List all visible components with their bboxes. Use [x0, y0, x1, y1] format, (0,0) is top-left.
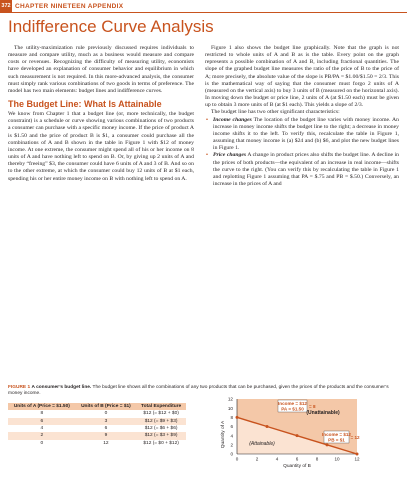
paragraph-characteristics: The budget line has two other significant characteristics: — [211, 109, 340, 116]
table-row — [8, 410, 186, 417]
budget-line-chart — [200, 397, 400, 477]
table-header: Total Expenditure — [141, 404, 182, 409]
table-row — [8, 432, 186, 439]
y-tick-label: 8 — [230, 414, 233, 420]
x-tick-label: 10 — [334, 456, 340, 462]
y-tick-label: 6 — [230, 424, 233, 430]
table-cell: 12 — [103, 440, 109, 446]
price-b-label: PB = $1 — [328, 437, 345, 443]
table-cell: $12 (= $6 + $6) — [144, 426, 178, 431]
list-item-text: The location of the budget line varies with money income. An increase in money income shifts the budget line to the right; a decrease in money income shifts it to the left. To verify this, recalculate the table in Figure 1, assuming that money income is (a) $24 and (b) $6, and plot the new budget lines in Figure 1. — [213, 116, 399, 152]
header-rule — [12, 12, 407, 13]
data-point — [296, 434, 299, 437]
page-header — [0, 0, 407, 13]
list-item — [205, 152, 399, 188]
section-heading: The Budget Line: What Is Attainable — [8, 99, 162, 110]
bullet-icon: • — [206, 116, 208, 123]
x-axis-label: Quantity of B — [283, 464, 311, 469]
characteristics-list — [205, 117, 399, 189]
left-column — [8, 45, 194, 183]
list-item-lead: Income changes — [213, 116, 252, 123]
table-row — [8, 418, 186, 425]
figure-title: A consumer’s budget line. — [31, 385, 92, 390]
page-number: 372 — [0, 0, 12, 13]
data-point — [236, 416, 239, 419]
table-row — [8, 440, 186, 447]
table-cell: 2 — [40, 433, 44, 439]
paragraph-intro: The utility-maximization rule previously discussed requires individuals to measure and compare utility, much as a business would measure and compare costs or revenues. Recognizing the difficulty of measuring utility, economists have developed an explanation of consumer behavior and equilibrium in which such measurement is not required. In this more-advanced analysis, the consumer must simply rank various combinations of two goods in terms of preference. The model has two main elements: budget lines and indifference curves. — [8, 45, 194, 94]
table-header-row — [8, 403, 186, 410]
table-cell: 6 — [40, 418, 44, 424]
x-tick-label: 0 — [235, 456, 239, 462]
figure-caption — [8, 385, 400, 397]
table-cell: 0 — [104, 411, 108, 417]
budget-table — [8, 403, 186, 447]
y-axis-label: Quantity of A — [221, 420, 226, 449]
paragraph-figure-description: Figure 1 also shows the budget line graphically. Note that the graph is not restricted to whole units of A and B as is the table. Every point on the graph represents a possible combination of A and B, including fractional quantities. The slope of the graphed budget line measures the ratio of the price of B to the price of A; more precisely, the absolute value of the slope is PB/PA = $1.00/$1.50 = 2/3. This is the mathematical way of saying that the consumer must forgo 2 units of A (measured on the vertical axis) to buy 3 units of B (measured on the horizontal axis). In moving down the budget or price line, 2 units of A (at $1.50 each) must be given up to obtain 3 more units of B (at $1 each). This yields a slope of 2/3. — [205, 45, 399, 109]
x-tick-label: 12 — [354, 456, 360, 462]
table-cell: $12 (= $9 + $3) — [144, 418, 178, 424]
data-point — [356, 453, 359, 456]
table-row — [8, 425, 186, 432]
table-cell: 4 — [40, 426, 44, 431]
page-title: Indifference Curve Analysis — [8, 17, 214, 36]
x-tick-label: 2 — [255, 456, 259, 462]
attainable-label: (Attainable) — [249, 441, 275, 447]
table-cell: 0 — [40, 440, 44, 446]
table-cell: 6 — [104, 426, 108, 431]
table-cell: $12 (= $0 + $12) — [143, 440, 179, 446]
table-cell: 3 — [104, 418, 108, 424]
chapter-title: CHAPTER NINETEEN APPENDIX — [15, 3, 124, 10]
table-cell: 9 — [104, 433, 108, 439]
eq-12-label: = 12 — [350, 435, 360, 440]
table-cell: $12 (= $3 + $9) — [144, 433, 178, 439]
unattainable-label: (Unattainable) — [306, 410, 340, 416]
table-cell: $12 (= $12 + $0) — [143, 411, 179, 417]
x-tick-label: 4 — [275, 456, 279, 462]
y-tick-label: 2 — [230, 442, 233, 448]
price-a-label: PA = $1.50 — [281, 406, 304, 412]
income-label: Income = $12 — [278, 401, 307, 407]
table-cell: 8 — [40, 411, 44, 417]
list-item-text: A change in product prices also shifts the budget line. A decline in the prices of both products—the equivalent of an increase in real income—shifts the curve to the right. (You can verify this by recalculating the table in Figure 1 and replotting Figure 1 assuming that PA = $.75 and PB = $.50.) Conversely, an increase in the prices of A and — [213, 152, 400, 187]
table-header: Units of A (Price = $1.50) — [13, 404, 70, 409]
x-tick-label: 6 — [295, 456, 299, 462]
list-item — [205, 117, 399, 153]
paragraph-budget-line: We know from Chapter 1 that a budget line (or, more technically, the budget constraint) is a schedule or curve showing various combinations of two products a consumer can purchase with a specific money income. If the price of product A is $1.50 and the price of product B is $1, a consumer could purchase all the combinations of A and B shown in the table in Figure 1 with $12 of money income. At one extreme, the consumer might spend all of his or her income on 8 units of A and have nothing left to spend on B. Or, by giving up 2 units of A and thereby “freeing” $3, the consumer could have 6 units of A and 3 of B. And so on to the other extreme, at which the consumer could buy 12 units of B at $1 each, spending his or her entire money income on B with nothing left to spend on A. — [8, 111, 194, 182]
figure-label: FIGURE 1 — [8, 385, 31, 390]
data-point — [266, 425, 269, 428]
income-label-b: Income = $12 — [322, 432, 351, 438]
bullet-icon: • — [206, 152, 208, 159]
y-tick-label: 10 — [227, 405, 233, 411]
y-tick-label: 0 — [230, 451, 233, 457]
list-item-lead: Price changes — [213, 152, 247, 159]
x-tick-label: 8 — [315, 456, 319, 462]
figure-caption-text: The budget line shows all the combinations of any two products that can be purchased, given the prices of the products and the consumer’s money income. — [8, 385, 389, 396]
table-header: Units of B (Price = $1) — [81, 404, 131, 409]
y-tick-label: 12 — [227, 397, 233, 402]
eq-8-label: = 8 — [309, 404, 316, 409]
data-point — [326, 443, 329, 446]
y-tick-label: 4 — [230, 433, 233, 439]
right-column — [205, 45, 399, 188]
